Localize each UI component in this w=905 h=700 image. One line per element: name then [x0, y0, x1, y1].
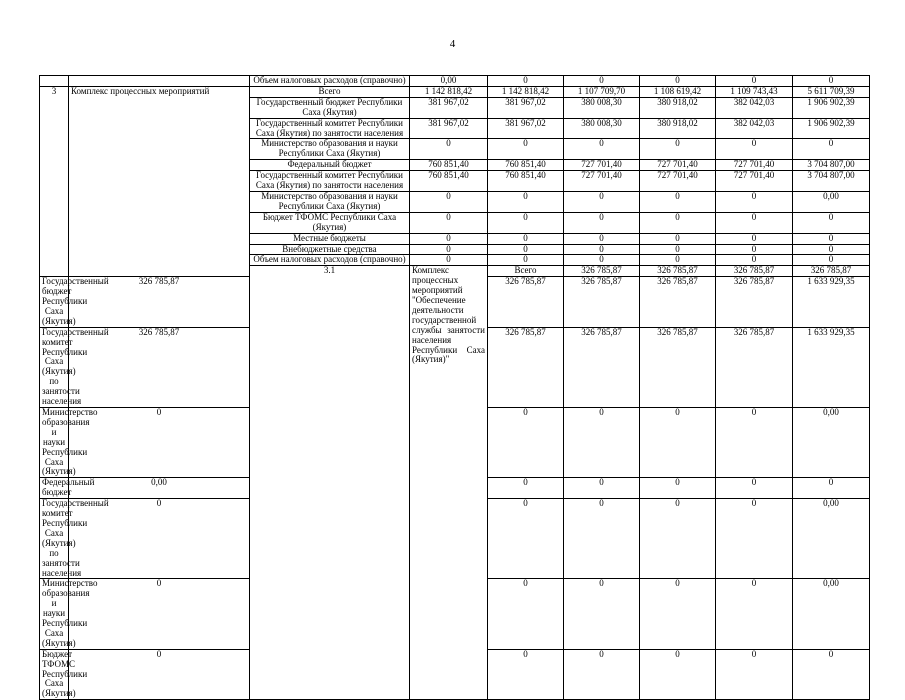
year-value-cell: 0: [640, 244, 716, 255]
year-value-cell: 0: [488, 579, 564, 649]
year-value-cell: 0: [488, 212, 564, 233]
year-value-cell: 0,00: [410, 76, 488, 87]
total-value-cell: 0: [793, 478, 870, 499]
year-value-cell: 0: [716, 212, 793, 233]
funding-source-cell: Местные бюджеты: [250, 233, 410, 244]
year-value-cell: 0: [640, 649, 716, 700]
year-value-cell: 727 701,40: [640, 160, 716, 171]
year-value-cell: 380 008,30: [564, 118, 640, 139]
year-value-cell: 381 967,02: [488, 97, 564, 118]
total-value-cell: 0,00: [793, 499, 870, 579]
year-value-cell: 760 851,40: [410, 171, 488, 192]
total-value-cell: 1 633 929,35: [793, 277, 870, 328]
funding-source-cell: Государственный комитет Республики Саха (Якутия) по занятости населения: [40, 327, 69, 407]
year-value-cell: 0: [564, 408, 640, 478]
year-value-cell: 0: [410, 191, 488, 212]
year-value-cell: 727 701,40: [564, 171, 640, 192]
year-value-cell: 326 785,87: [793, 266, 870, 277]
year-value-cell: 1 142 818,42: [488, 86, 564, 97]
year-value-cell: 727 701,40: [716, 171, 793, 192]
year-value-cell: 0: [564, 139, 640, 160]
year-value-cell: 0: [410, 212, 488, 233]
funding-source-cell: Всего: [488, 266, 564, 277]
total-value-cell: 0,00: [793, 408, 870, 478]
funding-source-cell: Государственный бюджет Республики Саха (Якутия): [40, 277, 69, 328]
funding-source-cell: Министерство образования и науки Республики Саха (Якутия): [40, 579, 69, 649]
year-value-cell: 0: [716, 579, 793, 649]
year-value-cell: 0: [716, 499, 793, 579]
year-value-cell: 0: [69, 499, 250, 579]
year-value-cell: 727 701,40: [640, 171, 716, 192]
total-value-cell: 0,00: [793, 191, 870, 212]
year-value-cell: 382 042,03: [716, 97, 793, 118]
year-value-cell: 326 785,87: [69, 327, 250, 407]
total-value-cell: 0: [793, 649, 870, 700]
year-value-cell: 381 967,02: [488, 118, 564, 139]
year-value-cell: 326 785,87: [640, 266, 716, 277]
year-value-cell: 0: [488, 255, 564, 266]
year-value-cell: 0,00: [69, 478, 250, 499]
year-value-cell: 326 785,87: [640, 327, 716, 407]
year-value-cell: 326 785,87: [640, 277, 716, 328]
total-value-cell: 0,00: [793, 579, 870, 649]
year-value-cell: 0: [564, 212, 640, 233]
year-value-cell: 0: [640, 233, 716, 244]
table-row: [40, 76, 870, 87]
year-value-cell: 0: [716, 244, 793, 255]
total-value-cell: 0: [793, 139, 870, 160]
year-value-cell: 0: [69, 408, 250, 478]
funding-source-cell: Государственный бюджет Республики Саха (Якутия): [250, 97, 410, 118]
program-name-cell: Комплекс процессных мероприятий: [69, 86, 250, 276]
year-value-cell: 760 851,40: [410, 160, 488, 171]
total-value-cell: 3 704 807,00: [793, 160, 870, 171]
funding-source-cell: Государственный комитет Республики Саха (Якутия) по занятости населения: [250, 118, 410, 139]
year-value-cell: 381 967,02: [410, 118, 488, 139]
year-value-cell: 0: [716, 408, 793, 478]
year-value-cell: 0: [564, 499, 640, 579]
year-value-cell: 0: [488, 244, 564, 255]
year-value-cell: 0: [410, 233, 488, 244]
year-value-cell: 0: [640, 478, 716, 499]
year-value-cell: 0: [640, 139, 716, 160]
year-value-cell: 0: [716, 255, 793, 266]
year-value-cell: 326 785,87: [564, 327, 640, 407]
funding-source-cell: Государственный комитет Республики Саха (Якутия) по занятости населения: [250, 171, 410, 192]
funding-source-cell: Федеральный бюджет: [250, 160, 410, 171]
year-value-cell: 0: [564, 191, 640, 212]
year-value-cell: 381 967,02: [410, 97, 488, 118]
year-value-cell: 0: [69, 579, 250, 649]
funding-source-cell: Федеральный бюджет: [40, 478, 69, 499]
year-value-cell: 0: [640, 191, 716, 212]
year-value-cell: 727 701,40: [564, 160, 640, 171]
year-value-cell: 0: [716, 478, 793, 499]
year-value-cell: 0: [640, 579, 716, 649]
funding-source-cell: Министерство образования и науки Республики Саха (Якутия): [40, 408, 69, 478]
year-value-cell: 0: [716, 139, 793, 160]
year-value-cell: 0: [716, 191, 793, 212]
year-value-cell: 760 851,40: [488, 171, 564, 192]
year-value-cell: 0: [69, 649, 250, 700]
funding-source-cell: Министерство образования и науки Республики Саха (Якутия): [250, 139, 410, 160]
year-value-cell: 0: [640, 255, 716, 266]
year-value-cell: 380 918,02: [640, 97, 716, 118]
year-value-cell: 326 785,87: [69, 277, 250, 328]
funding-source-cell: Внебюджетные средства: [250, 244, 410, 255]
year-value-cell: 760 851,40: [488, 160, 564, 171]
year-value-cell: 0: [716, 76, 793, 87]
year-value-cell: 326 785,87: [716, 277, 793, 328]
year-value-cell: 0: [488, 408, 564, 478]
funding-source-cell: Всего: [250, 86, 410, 97]
total-value-cell: 1 906 902,39: [793, 97, 870, 118]
total-value-cell: 5 611 709,39: [793, 86, 870, 97]
year-value-cell: 0: [564, 233, 640, 244]
year-value-cell: 0: [716, 649, 793, 700]
year-value-cell: 326 785,87: [488, 327, 564, 407]
year-value-cell: 0: [488, 499, 564, 579]
total-value-cell: 0: [793, 233, 870, 244]
year-value-cell: 326 785,87: [564, 277, 640, 328]
funding-source-cell: Бюджет ТФОМС Республики Саха (Якутия): [40, 649, 69, 700]
year-value-cell: 380 008,30: [564, 97, 640, 118]
program-name-cell: [69, 76, 250, 87]
year-value-cell: 1 109 743,43: [716, 86, 793, 97]
funding-source-cell: Министерство образования и науки Республики Саха (Якутия): [250, 191, 410, 212]
year-value-cell: 0: [564, 244, 640, 255]
total-value-cell: 3 704 807,00: [793, 171, 870, 192]
year-value-cell: 0: [410, 139, 488, 160]
year-value-cell: 0: [716, 233, 793, 244]
budget-table-body: [40, 76, 870, 700]
year-value-cell: 0: [564, 649, 640, 700]
row-number-cell: 3.1: [250, 266, 410, 700]
year-value-cell: 1 108 619,42: [640, 86, 716, 97]
year-value-cell: 1 107 709,70: [564, 86, 640, 97]
year-value-cell: 0: [640, 499, 716, 579]
total-value-cell: 1 906 902,39: [793, 118, 870, 139]
funding-source-cell: Объем налоговых расходов (справочно): [250, 76, 410, 87]
year-value-cell: 0: [410, 255, 488, 266]
year-value-cell: 0: [564, 76, 640, 87]
page-number: 4: [449, 38, 456, 50]
year-value-cell: 0: [488, 191, 564, 212]
year-value-cell: 326 785,87: [564, 266, 640, 277]
year-value-cell: 380 918,02: [640, 118, 716, 139]
year-value-cell: 0: [488, 478, 564, 499]
year-value-cell: 382 042,03: [716, 118, 793, 139]
row-number-cell: [40, 76, 69, 87]
total-value-cell: 0: [793, 244, 870, 255]
total-value-cell: 0: [793, 76, 870, 87]
funding-source-cell: Объем налоговых расходов (справочно): [250, 255, 410, 266]
year-value-cell: 1 142 818,42: [410, 86, 488, 97]
year-value-cell: 0: [564, 478, 640, 499]
year-value-cell: 0: [564, 255, 640, 266]
year-value-cell: 0: [488, 649, 564, 700]
year-value-cell: 727 701,40: [716, 160, 793, 171]
total-value-cell: 1 633 929,35: [793, 327, 870, 407]
year-value-cell: 326 785,87: [716, 266, 793, 277]
year-value-cell: 326 785,87: [488, 277, 564, 328]
year-value-cell: 0: [640, 76, 716, 87]
funding-source-cell: Государственный комитет Республики Саха (Якутия) по занятости населения: [40, 499, 69, 579]
year-value-cell: 0: [564, 579, 640, 649]
year-value-cell: 0: [410, 244, 488, 255]
total-value-cell: 0: [793, 255, 870, 266]
year-value-cell: 326 785,87: [716, 327, 793, 407]
year-value-cell: 0: [488, 76, 564, 87]
budget-table: [39, 75, 870, 700]
program-name-cell: Комплекс процессных мероприятий "Обеспечение деятельности государственной службы занятости населения Республики Саха (Якутия)": [410, 266, 488, 700]
table-row: [40, 86, 870, 97]
year-value-cell: 0: [640, 212, 716, 233]
row-number-cell: 3: [40, 86, 69, 276]
year-value-cell: 0: [488, 233, 564, 244]
year-value-cell: 0: [640, 408, 716, 478]
total-value-cell: 0: [793, 212, 870, 233]
funding-source-cell: Бюджет ТФОМС Республики Саха (Якутия): [250, 212, 410, 233]
year-value-cell: 0: [488, 139, 564, 160]
